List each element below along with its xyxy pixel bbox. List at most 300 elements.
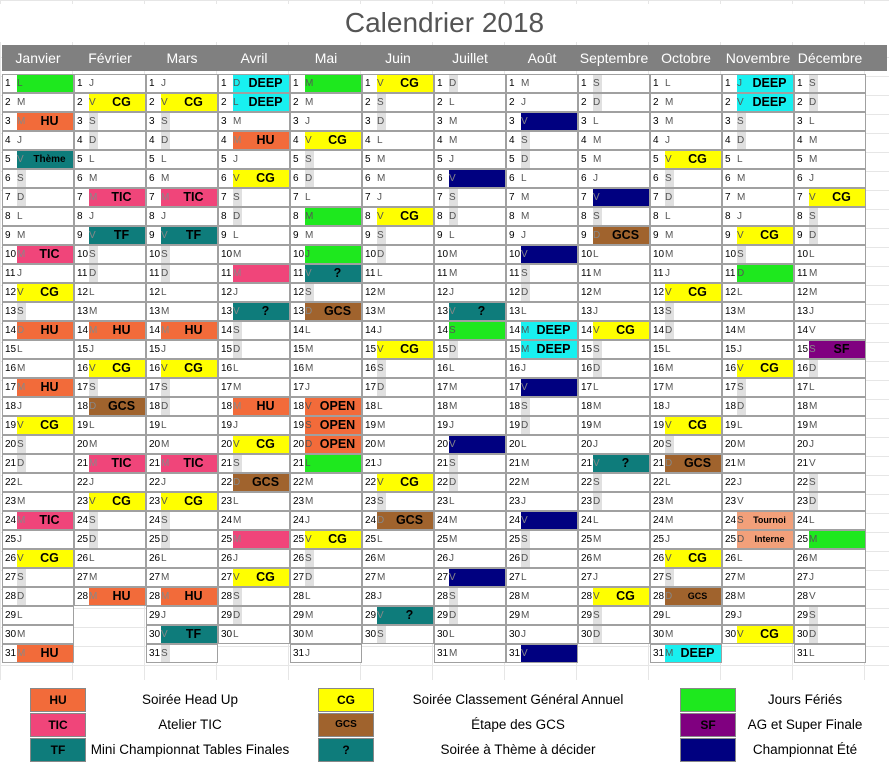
day-cell[interactable]: [290, 454, 362, 473]
day-cell[interactable]: [506, 473, 578, 492]
day-cell[interactable]: [290, 587, 362, 606]
day-cell[interactable]: [650, 188, 722, 207]
day-cell[interactable]: [146, 416, 218, 435]
day-cell[interactable]: [362, 625, 434, 644]
day-cell[interactable]: [506, 245, 578, 264]
day-cell[interactable]: [146, 606, 218, 625]
day-cell[interactable]: [434, 340, 506, 359]
day-cell[interactable]: [218, 397, 290, 416]
day-cell[interactable]: [434, 492, 506, 511]
day-cell[interactable]: [2, 378, 74, 397]
day-cell[interactable]: [650, 302, 722, 321]
day-cell[interactable]: [650, 454, 722, 473]
day-cell[interactable]: [218, 226, 290, 245]
day-cell[interactable]: [2, 625, 74, 644]
day-cell[interactable]: [434, 568, 506, 587]
day-cell[interactable]: [434, 283, 506, 302]
day-cell[interactable]: [290, 283, 362, 302]
day-cell[interactable]: [794, 606, 866, 625]
day-cell[interactable]: [146, 587, 218, 606]
day-cell[interactable]: [290, 93, 362, 112]
day-cell[interactable]: [722, 169, 794, 188]
day-cell[interactable]: [434, 226, 506, 245]
day-cell[interactable]: [578, 359, 650, 378]
day-cell[interactable]: [146, 340, 218, 359]
day-cell[interactable]: [290, 131, 362, 150]
day-cell[interactable]: [506, 492, 578, 511]
day-cell[interactable]: [146, 207, 218, 226]
day-cell[interactable]: [578, 492, 650, 511]
day-cell[interactable]: [362, 264, 434, 283]
day-cell[interactable]: [722, 264, 794, 283]
day-cell[interactable]: [218, 245, 290, 264]
day-cell[interactable]: [578, 74, 650, 93]
day-cell[interactable]: [218, 207, 290, 226]
day-cell[interactable]: [506, 283, 578, 302]
day-cell[interactable]: [578, 302, 650, 321]
day-cell[interactable]: [650, 321, 722, 340]
day-cell[interactable]: [650, 587, 722, 606]
day-cell[interactable]: [146, 435, 218, 454]
day-cell[interactable]: [362, 378, 434, 397]
day-cell[interactable]: [434, 93, 506, 112]
day-cell[interactable]: [290, 188, 362, 207]
day-cell[interactable]: [794, 416, 866, 435]
day-cell[interactable]: [506, 416, 578, 435]
day-cell[interactable]: [218, 302, 290, 321]
day-cell[interactable]: [722, 454, 794, 473]
day-cell[interactable]: [650, 568, 722, 587]
day-cell[interactable]: [434, 606, 506, 625]
day-cell[interactable]: [650, 131, 722, 150]
day-cell[interactable]: [362, 131, 434, 150]
day-cell[interactable]: [722, 245, 794, 264]
day-cell[interactable]: [650, 93, 722, 112]
day-cell[interactable]: [650, 435, 722, 454]
day-cell[interactable]: [2, 644, 74, 663]
day-cell[interactable]: [434, 511, 506, 530]
day-cell[interactable]: [74, 378, 146, 397]
day-cell[interactable]: [650, 226, 722, 245]
day-cell[interactable]: [506, 169, 578, 188]
day-cell[interactable]: [74, 321, 146, 340]
day-cell[interactable]: [74, 473, 146, 492]
day-cell[interactable]: [2, 264, 74, 283]
day-cell[interactable]: [506, 568, 578, 587]
day-cell[interactable]: [506, 93, 578, 112]
day-cell[interactable]: [506, 226, 578, 245]
day-cell[interactable]: [434, 530, 506, 549]
day-cell[interactable]: [794, 131, 866, 150]
day-cell[interactable]: [218, 264, 290, 283]
day-cell[interactable]: [218, 378, 290, 397]
day-cell[interactable]: [290, 226, 362, 245]
day-cell[interactable]: [434, 188, 506, 207]
day-cell[interactable]: [2, 302, 74, 321]
day-cell[interactable]: [362, 606, 434, 625]
day-cell[interactable]: [290, 207, 362, 226]
day-cell[interactable]: [2, 397, 74, 416]
day-cell[interactable]: [290, 302, 362, 321]
day-cell[interactable]: [650, 264, 722, 283]
day-cell[interactable]: [650, 473, 722, 492]
day-cell[interactable]: [794, 169, 866, 188]
day-cell[interactable]: [578, 416, 650, 435]
day-cell[interactable]: [722, 492, 794, 511]
day-cell[interactable]: [362, 93, 434, 112]
day-cell[interactable]: [290, 416, 362, 435]
day-cell[interactable]: [434, 169, 506, 188]
day-cell[interactable]: [722, 340, 794, 359]
day-cell[interactable]: [362, 112, 434, 131]
day-cell[interactable]: [650, 245, 722, 264]
day-cell[interactable]: [2, 492, 74, 511]
day-cell[interactable]: [794, 321, 866, 340]
day-cell[interactable]: [722, 625, 794, 644]
day-cell[interactable]: [794, 644, 866, 663]
day-cell[interactable]: [722, 606, 794, 625]
day-cell[interactable]: [362, 74, 434, 93]
day-cell[interactable]: [578, 207, 650, 226]
day-cell[interactable]: [74, 435, 146, 454]
day-cell[interactable]: [2, 606, 74, 625]
day-cell[interactable]: [434, 74, 506, 93]
day-cell[interactable]: [74, 530, 146, 549]
day-cell[interactable]: [506, 606, 578, 625]
day-cell[interactable]: [578, 378, 650, 397]
day-cell[interactable]: [362, 359, 434, 378]
day-cell[interactable]: [722, 416, 794, 435]
day-cell[interactable]: [2, 549, 74, 568]
day-cell[interactable]: [434, 549, 506, 568]
day-cell[interactable]: [146, 169, 218, 188]
day-cell[interactable]: [650, 359, 722, 378]
day-cell[interactable]: [146, 644, 218, 663]
day-cell[interactable]: [74, 93, 146, 112]
day-cell[interactable]: [650, 169, 722, 188]
day-cell[interactable]: [2, 587, 74, 606]
day-cell[interactable]: [74, 131, 146, 150]
day-cell[interactable]: [434, 302, 506, 321]
day-cell[interactable]: [290, 530, 362, 549]
day-cell[interactable]: [578, 435, 650, 454]
day-cell[interactable]: [2, 416, 74, 435]
day-cell[interactable]: [434, 416, 506, 435]
day-cell[interactable]: [146, 302, 218, 321]
day-cell[interactable]: [578, 473, 650, 492]
day-cell[interactable]: [722, 150, 794, 169]
day-cell[interactable]: [290, 549, 362, 568]
day-cell[interactable]: [650, 112, 722, 131]
day-cell[interactable]: [650, 492, 722, 511]
day-cell[interactable]: [2, 150, 74, 169]
day-cell[interactable]: [362, 473, 434, 492]
day-cell[interactable]: [362, 302, 434, 321]
day-cell[interactable]: [2, 454, 74, 473]
day-cell[interactable]: [290, 378, 362, 397]
day-cell[interactable]: [434, 131, 506, 150]
day-cell[interactable]: [362, 188, 434, 207]
day-cell[interactable]: [146, 492, 218, 511]
day-cell[interactable]: [2, 340, 74, 359]
day-cell[interactable]: [290, 625, 362, 644]
day-cell[interactable]: [362, 454, 434, 473]
day-cell[interactable]: [290, 568, 362, 587]
day-cell[interactable]: [74, 283, 146, 302]
day-cell[interactable]: [74, 416, 146, 435]
day-cell[interactable]: [794, 492, 866, 511]
day-cell[interactable]: [74, 188, 146, 207]
day-cell[interactable]: [434, 207, 506, 226]
day-cell[interactable]: [218, 511, 290, 530]
day-cell[interactable]: [146, 131, 218, 150]
day-cell[interactable]: [578, 321, 650, 340]
day-cell[interactable]: [290, 435, 362, 454]
day-cell[interactable]: [650, 397, 722, 416]
day-cell[interactable]: [74, 568, 146, 587]
day-cell[interactable]: [362, 169, 434, 188]
day-cell[interactable]: [578, 93, 650, 112]
day-cell[interactable]: [290, 606, 362, 625]
day-cell[interactable]: [650, 606, 722, 625]
day-cell[interactable]: [578, 169, 650, 188]
day-cell[interactable]: [2, 530, 74, 549]
day-cell[interactable]: [434, 644, 506, 663]
day-cell[interactable]: [146, 625, 218, 644]
day-cell[interactable]: [578, 245, 650, 264]
day-cell[interactable]: [290, 511, 362, 530]
day-cell[interactable]: [506, 511, 578, 530]
day-cell[interactable]: [506, 150, 578, 169]
day-cell[interactable]: [794, 112, 866, 131]
day-cell[interactable]: [290, 150, 362, 169]
day-cell[interactable]: [722, 321, 794, 340]
day-cell[interactable]: [218, 340, 290, 359]
day-cell[interactable]: [362, 568, 434, 587]
day-cell[interactable]: [2, 226, 74, 245]
day-cell[interactable]: [218, 549, 290, 568]
day-cell[interactable]: [290, 112, 362, 131]
day-cell[interactable]: [290, 397, 362, 416]
day-cell[interactable]: [578, 625, 650, 644]
day-cell[interactable]: [218, 435, 290, 454]
day-cell[interactable]: [722, 511, 794, 530]
day-cell[interactable]: [362, 283, 434, 302]
day-cell[interactable]: [506, 378, 578, 397]
day-cell[interactable]: [74, 397, 146, 416]
day-cell[interactable]: [434, 112, 506, 131]
day-cell[interactable]: [722, 283, 794, 302]
day-cell[interactable]: [2, 511, 74, 530]
day-cell[interactable]: [578, 283, 650, 302]
day-cell[interactable]: [2, 321, 74, 340]
day-cell[interactable]: [146, 568, 218, 587]
day-cell[interactable]: [2, 568, 74, 587]
day-cell[interactable]: [722, 188, 794, 207]
day-cell[interactable]: [650, 511, 722, 530]
day-cell[interactable]: [146, 530, 218, 549]
day-cell[interactable]: [434, 397, 506, 416]
day-cell[interactable]: [794, 530, 866, 549]
day-cell[interactable]: [506, 454, 578, 473]
day-cell[interactable]: [146, 226, 218, 245]
day-cell[interactable]: [794, 207, 866, 226]
day-cell[interactable]: [794, 188, 866, 207]
day-cell[interactable]: [74, 207, 146, 226]
day-cell[interactable]: [722, 435, 794, 454]
day-cell[interactable]: [290, 264, 362, 283]
day-cell[interactable]: [794, 283, 866, 302]
day-cell[interactable]: [218, 606, 290, 625]
day-cell[interactable]: [146, 359, 218, 378]
day-cell[interactable]: [218, 74, 290, 93]
day-cell[interactable]: [506, 112, 578, 131]
day-cell[interactable]: [794, 93, 866, 112]
day-cell[interactable]: [146, 378, 218, 397]
day-cell[interactable]: [74, 359, 146, 378]
day-cell[interactable]: [290, 321, 362, 340]
day-cell[interactable]: [290, 359, 362, 378]
day-cell[interactable]: [722, 587, 794, 606]
day-cell[interactable]: [74, 169, 146, 188]
day-cell[interactable]: [722, 74, 794, 93]
day-cell[interactable]: [722, 473, 794, 492]
day-cell[interactable]: [506, 625, 578, 644]
day-cell[interactable]: [434, 378, 506, 397]
day-cell[interactable]: [434, 435, 506, 454]
day-cell[interactable]: [650, 625, 722, 644]
day-cell[interactable]: [218, 473, 290, 492]
day-cell[interactable]: [146, 283, 218, 302]
day-cell[interactable]: [2, 473, 74, 492]
day-cell[interactable]: [794, 378, 866, 397]
day-cell[interactable]: [218, 587, 290, 606]
day-cell[interactable]: [578, 131, 650, 150]
day-cell[interactable]: [146, 397, 218, 416]
day-cell[interactable]: [722, 378, 794, 397]
day-cell[interactable]: [506, 340, 578, 359]
day-cell[interactable]: [362, 530, 434, 549]
day-cell[interactable]: [218, 188, 290, 207]
day-cell[interactable]: [218, 359, 290, 378]
day-cell[interactable]: [362, 321, 434, 340]
day-cell[interactable]: [218, 492, 290, 511]
day-cell[interactable]: [506, 587, 578, 606]
day-cell[interactable]: [2, 131, 74, 150]
day-cell[interactable]: [506, 207, 578, 226]
day-cell[interactable]: [74, 264, 146, 283]
day-cell[interactable]: [218, 112, 290, 131]
day-cell[interactable]: [434, 150, 506, 169]
day-cell[interactable]: [722, 397, 794, 416]
day-cell[interactable]: [506, 644, 578, 663]
day-cell[interactable]: [506, 131, 578, 150]
day-cell[interactable]: [362, 207, 434, 226]
day-cell[interactable]: [578, 606, 650, 625]
day-cell[interactable]: [434, 587, 506, 606]
day-cell[interactable]: [650, 74, 722, 93]
day-cell[interactable]: [362, 549, 434, 568]
day-cell[interactable]: [2, 188, 74, 207]
day-cell[interactable]: [74, 340, 146, 359]
day-cell[interactable]: [794, 150, 866, 169]
day-cell[interactable]: [722, 131, 794, 150]
day-cell[interactable]: [74, 492, 146, 511]
day-cell[interactable]: [146, 150, 218, 169]
day-cell[interactable]: [218, 150, 290, 169]
day-cell[interactable]: [218, 283, 290, 302]
day-cell[interactable]: [146, 264, 218, 283]
day-cell[interactable]: [794, 359, 866, 378]
day-cell[interactable]: [722, 302, 794, 321]
day-cell[interactable]: [794, 74, 866, 93]
day-cell[interactable]: [218, 625, 290, 644]
day-cell[interactable]: [578, 530, 650, 549]
day-cell[interactable]: [146, 321, 218, 340]
day-cell[interactable]: [218, 416, 290, 435]
day-cell[interactable]: [146, 93, 218, 112]
day-cell[interactable]: [794, 625, 866, 644]
day-cell[interactable]: [362, 492, 434, 511]
day-cell[interactable]: [578, 264, 650, 283]
day-cell[interactable]: [146, 511, 218, 530]
day-cell[interactable]: [794, 454, 866, 473]
day-cell[interactable]: [794, 587, 866, 606]
day-cell[interactable]: [146, 549, 218, 568]
day-cell[interactable]: [434, 359, 506, 378]
day-cell[interactable]: [650, 549, 722, 568]
day-cell[interactable]: [578, 397, 650, 416]
day-cell[interactable]: [794, 511, 866, 530]
day-cell[interactable]: [722, 226, 794, 245]
day-cell[interactable]: [506, 530, 578, 549]
day-cell[interactable]: [362, 511, 434, 530]
day-cell[interactable]: [578, 150, 650, 169]
day-cell[interactable]: [650, 378, 722, 397]
day-cell[interactable]: [362, 416, 434, 435]
day-cell[interactable]: [650, 207, 722, 226]
day-cell[interactable]: [794, 549, 866, 568]
day-cell[interactable]: [74, 454, 146, 473]
day-cell[interactable]: [434, 264, 506, 283]
day-cell[interactable]: [434, 245, 506, 264]
day-cell[interactable]: [722, 112, 794, 131]
day-cell[interactable]: [2, 169, 74, 188]
day-cell[interactable]: [362, 397, 434, 416]
day-cell[interactable]: [794, 473, 866, 492]
day-cell[interactable]: [74, 549, 146, 568]
day-cell[interactable]: [74, 74, 146, 93]
day-cell[interactable]: [362, 340, 434, 359]
day-cell[interactable]: [434, 321, 506, 340]
day-cell[interactable]: [218, 454, 290, 473]
day-cell[interactable]: [74, 302, 146, 321]
day-cell[interactable]: [146, 188, 218, 207]
day-cell[interactable]: [722, 93, 794, 112]
day-cell[interactable]: [578, 188, 650, 207]
day-cell[interactable]: [290, 644, 362, 663]
day-cell[interactable]: [794, 397, 866, 416]
day-cell[interactable]: [506, 359, 578, 378]
day-cell[interactable]: [2, 283, 74, 302]
day-cell[interactable]: [74, 150, 146, 169]
day-cell[interactable]: [578, 511, 650, 530]
day-cell[interactable]: [506, 397, 578, 416]
day-cell[interactable]: [218, 93, 290, 112]
day-cell[interactable]: [2, 112, 74, 131]
day-cell[interactable]: [794, 245, 866, 264]
day-cell[interactable]: [146, 473, 218, 492]
